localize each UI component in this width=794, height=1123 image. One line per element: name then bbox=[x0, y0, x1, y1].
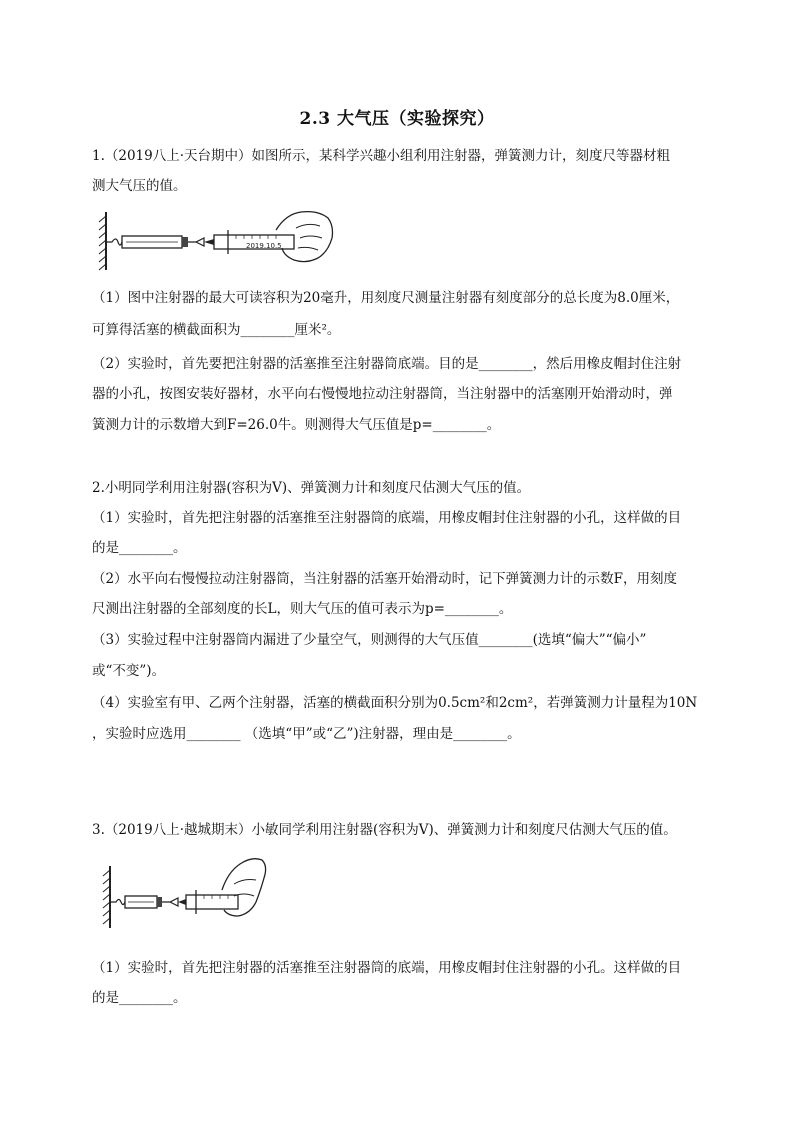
q1-syringe-figure bbox=[96, 208, 336, 274]
q1-part2-line1: （2）实验时，首先要把注射器的活塞推至注射器筒底端。目的是________，然后用橡皮帽封住注射 bbox=[92, 356, 682, 372]
q1-fig-label: 2019.10.5 bbox=[246, 242, 282, 250]
page-title: 2.3 大气压（实验探究） bbox=[299, 109, 495, 129]
q2-part2-line1: （2）水平向右慢慢拉动注射器筒，当注射器的活塞开始滑动时，记下弹簧测力计的示数F，用刻度 bbox=[92, 571, 677, 587]
q1-part2-line2: 器的小孔，按图安装好器材，水平向右慢慢地拉动注射器筒，当注射器中的活塞刚开始滑动时，弹 bbox=[92, 386, 673, 402]
q2-stem: 2.小明同学利用注射器(容积为V)、弹簧测力计和刻度尺估测大气压的值。 bbox=[92, 480, 531, 496]
q2-part2-line2: 尺测出注射器的全部刻度的长L，则大气压的值可表示为p=________。 bbox=[92, 601, 513, 617]
q1-part2-line3: 簧测力计的示数增大到F=26.0牛。则测得大气压值是p=________。 bbox=[92, 417, 501, 433]
q1-stem-line1: 1.（2019八上·天台期中）如图所示，某科学兴趣小组利用注射器，弹簧测力计，刻度尺等器材粗 bbox=[92, 148, 671, 164]
q1-part1-line1: （1）图中注射器的最大可读容积为20毫升，用刻度尺测量注射器有刻度部分的总长度为8.0厘米， bbox=[92, 290, 680, 306]
q3-syringe-figure bbox=[100, 852, 270, 930]
q2-part3-line2: 或“不变”)。 bbox=[92, 663, 166, 679]
q3-part1-line1: （1）实验时，首先把注射器的活塞推至注射器筒的底端，用橡皮帽封住注射器的小孔。这样做的目 bbox=[92, 960, 682, 976]
q2-part1-line2: 的是________。 bbox=[92, 540, 187, 556]
q2-part3-line1: （3）实验过程中注射器筒内漏进了少量空气，则测得的大气压值________(选填“偏大”“偏小” bbox=[92, 632, 647, 648]
q1-part1-line2: 可算得活塞的横截面积为________厘米²。 bbox=[92, 322, 341, 338]
q3-stem: 3.（2019八上·越城期末）小敏同学利用注射器(容积为V)、弹簧测力计和刻度尺估测大气压的值。 bbox=[92, 822, 677, 838]
q2-part1-line1: （1）实验时，首先把注射器的活塞推至注射器筒的底端，用橡皮帽封住注射器的小孔，这样做的目 bbox=[92, 510, 682, 526]
q2-part4-line2: ，实验时应选用________ （选填“甲”或“乙”)注射器，理由是________。 bbox=[92, 726, 521, 742]
q2-part4-line1: （4）实验室有甲、乙两个注射器，活塞的横截面积分别为0.5cm²和2cm²，若弹簧测力计量程为10N bbox=[92, 695, 698, 711]
q3-part1-line2: 的是________。 bbox=[92, 990, 187, 1006]
q1-stem-line2: 测大气压的值。 bbox=[92, 178, 187, 194]
